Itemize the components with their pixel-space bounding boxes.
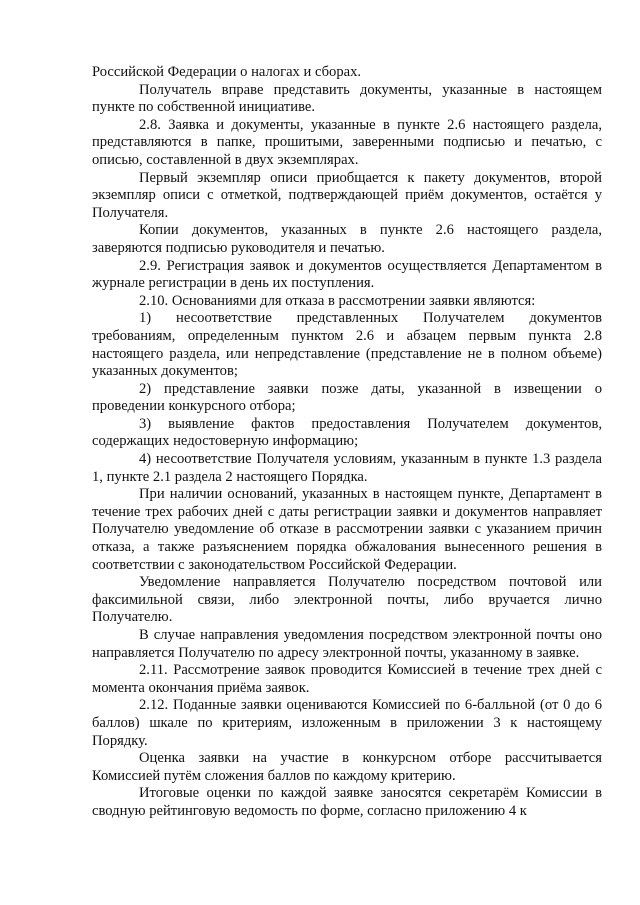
paragraph: Копии документов, указанных в пункте 2.6 настоящего раздела, заверяются подписью руководителя и печатью. — [92, 222, 602, 256]
document-body — [92, 64, 602, 821]
paragraph: В случае направления уведомления посредством электронной почты оно направляется Получателю по адресу электронной почты, указанному в заявке. — [92, 627, 602, 661]
list-item-2: 2) представление заявки позже даты, указанной в извещении о проведении конкурсного отбора; — [92, 380, 602, 415]
paragraph: Уведомление направляется Получателю посредством почтовой или факсимильной связи, либо электронной почты, либо вручается лично Получателю. — [92, 574, 602, 626]
paragraph-2-8: 2.8. Заявка и документы, указанные в пункте 2.6 настоящего раздела, представляются в папке, прошитыми, заверенными подписью и печатью, с описью, составленной в двух экземплярах. — [92, 116, 602, 168]
list-item-3: 3) выявление фактов предоставления Получателем документов, содержащих недостоверную информацию; — [92, 415, 602, 450]
paragraph: Первый экземпляр описи приобщается к пакету документов, второй экземпляр описи с отметкой, подтверждающей приём документов, остаётся у Получателя. — [92, 169, 602, 221]
paragraph-2-12: 2.12. Поданные заявки оцениваются Комиссией по 6-балльной (от 0 до 6 баллов) шкале по критериям, изложенным в приложении 3 к настоящему Порядку. — [92, 697, 602, 749]
paragraph: Получатель вправе представить документы, указанные в настоящем пункте по собственной инициативе. — [92, 81, 602, 116]
paragraph-2-9: 2.9. Регистрация заявок и документов осуществляется Департаментом в журнале регистрации в день их поступления. — [92, 257, 602, 292]
paragraph-continuation: Российской Федерации о налогах и сборах. — [92, 64, 362, 80]
list-item-1: 1) несоответствие представленных Получателем документов требованиям, определенным пунктом 2.6 и абзацем первым пункта 2.8 настоящего раздела, или непредставление (представление не в полном объеме) указанных документов; — [92, 310, 602, 380]
list-item-4: 4) несоответствие Получателя условиям, указанным в пункте 1.3 раздела 1, пункте 2.1 раздела 2 настоящего Порядка. — [92, 451, 602, 485]
paragraph: Итоговые оценки по каждой заявке заносятся секретарём Комиссии в сводную рейтинговую ведомость по форме, согласно приложению 4 к — [92, 785, 602, 819]
paragraph: Оценка заявки на участие в конкурсном отборе рассчитывается Комиссией путём сложения баллов по каждому критерию. — [92, 750, 602, 784]
paragraph-2-10: 2.10. Основаниями для отказа в рассмотрении заявки являются: — [139, 292, 536, 309]
paragraph-2-11: 2.11. Рассмотрение заявок проводится Комиссией в течение трех дней с момента окончания приёма заявок. — [92, 662, 602, 696]
paragraph: При наличии оснований, указанных в настоящем пункте, Департамент в течение трех рабочих дней с даты регистрации заявки и документов направляет Получателю уведомление об отказе в рассмотрении заявки с указанием причин отказа, а также разъяснением порядка обжалования вынесенного решения в соответствии с законодательством Российской Федерации. — [92, 486, 602, 573]
